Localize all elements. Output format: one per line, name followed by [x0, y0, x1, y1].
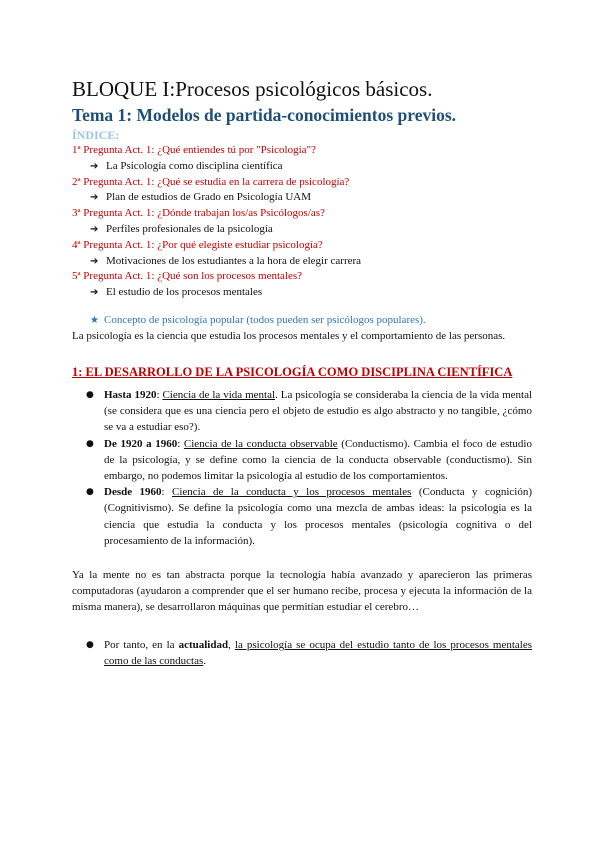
- bullet-icon: ●: [86, 389, 94, 400]
- index-subitem: ➔ El estudio de los procesos mentales: [72, 285, 532, 301]
- bullet-icon: ●: [86, 487, 94, 498]
- index-question: 4ª Pregunta Act. 1: ¿Por qué elegiste estudiar psicología?: [72, 238, 323, 251]
- arrow-icon: ➔: [90, 287, 99, 299]
- index-subitem: ➔ Plan de estudios de Grado en Psicología UAM: [72, 190, 532, 206]
- conclusion-item: ● Por tanto, en la actualidad, la psicología se ocupa del estudio tanto de los procesos mentales como de las conductas.: [86, 639, 533, 668]
- index-subitem: ➔ Motivaciones de los estudiantes a la hora de elegir carrera: [72, 254, 532, 270]
- index-question: 3ª Pregunta Act. 1: ¿Dónde trabajan los/as Psicólogos/as?: [72, 207, 325, 220]
- index-subitem: ➔ La Psicología como disciplina científica: [72, 159, 532, 175]
- document-page: [72, 76, 532, 669]
- document-title: BLOQUE I:Procesos psicológicos básicos.: [72, 77, 433, 101]
- index-title: ÍNDICE:: [72, 128, 120, 142]
- list-item: ● Desde 1960: Ciencia de la conducta y los procesos mentales (Conducta y cognición) (Cognitivismo). Se define la psicología como una mezcla de ambas ideas: la psicología es la ciencia que estudia la conducta y los procesos mentales (psicología cognitiva o del procesamiento de la información).: [86, 486, 532, 547]
- concept-note: ★ Concepto de psicología popular (todos pueden ser psicólogos populares).: [90, 313, 426, 326]
- arrow-icon: ➔: [90, 223, 99, 235]
- star-icon: ★: [90, 314, 99, 326]
- topic-title: Tema 1: Modelos de partida-conocimientos previos.: [72, 105, 457, 125]
- list-item: ● Hasta 1920: Ciencia de la vida mental. La psicología se consideraba la ciencia de la vida mental (se considera que es una ciencia pero el objeto de estudio es algo abstracto y no tangible, ¿cómo se va a estudiar eso?).: [86, 388, 533, 434]
- section-title: 1: EL DESARROLLO DE LA PSICOLOGÍA COMO DISCIPLINA CIENTÍFICA: [72, 364, 513, 379]
- index-list: [72, 143, 532, 301]
- index-question: 1ª Pregunta Act. 1: ¿Qué entiendes tú por "Psicología"?: [72, 144, 316, 156]
- context-paragraph: Ya la mente no es tan abstracta porque la tecnología había avanzado y aparecieron las primeras computadoras (ayudaron a comprender que el ser humano recibe, procesa y ejecuta la información de la misma manera), se desarrollaron máquinas que permitían estudiar el cerebro…: [72, 569, 532, 613]
- index-subitem: ➔ Perfiles profesionales de la psicología: [72, 222, 532, 238]
- index-question: 2ª Pregunta Act. 1: ¿Qué se estudia en la carrera de psicología?: [72, 175, 350, 188]
- bullet-icon: ●: [86, 438, 94, 449]
- arrow-icon: ➔: [90, 255, 99, 267]
- list-item: ● De 1920 a 1960: Ciencia de la conducta observable (Conductismo). Cambia el foco de estudio de la psicología, y se define como la ciencia de la conducta observable (conductismo). Sin embargo, no podemos limitar la psicología al estudio de los comportamientos.: [86, 437, 532, 482]
- index-question: 5ª Pregunta Act. 1: ¿Qué son los procesos mentales?: [72, 270, 303, 283]
- arrow-icon: ➔: [90, 160, 99, 172]
- definition-paragraph: La psicología es la ciencia que estudia los procesos mentales y el comportamiento de las personas.: [72, 329, 506, 342]
- history-list: [72, 387, 532, 549]
- arrow-icon: ➔: [90, 192, 99, 204]
- bullet-icon: ●: [86, 640, 94, 650]
